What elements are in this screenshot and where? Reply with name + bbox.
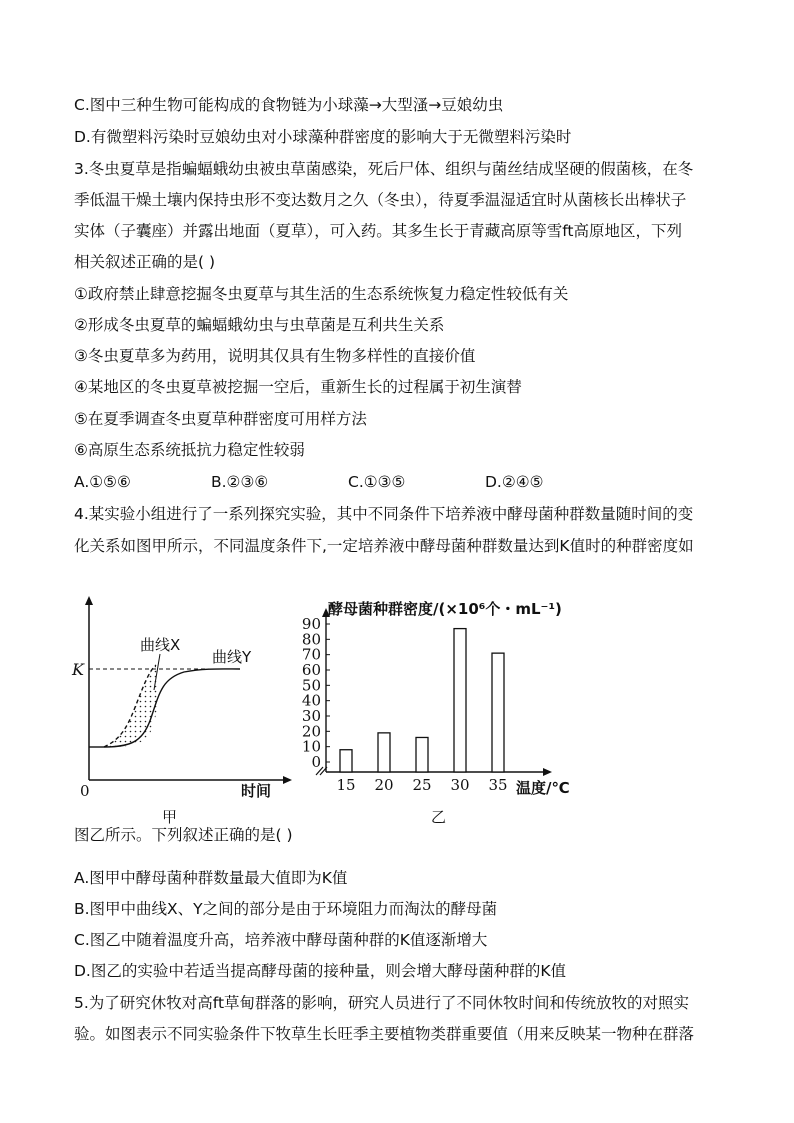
y-tick-label: 20 bbox=[301, 722, 321, 741]
q3-stem-line-3: 实体（子囊座）并露出地面（夏草），可入药。其多生长于青藏高原等雪ft高原地区，下列 bbox=[74, 222, 683, 240]
chart-title: 酵母菌种群密度/(×10⁶个・mL⁻¹) bbox=[328, 600, 562, 618]
q3-item-2: ②形成冬虫夏草的蝙蝠蛾幼虫与虫草菌是互利共生关系 bbox=[74, 316, 445, 334]
q4-stem-line-2: 化关系如图甲所示，不同温度条件下,一定培养液中酵母菌种群数量达到K值时的种群密度如 bbox=[74, 537, 694, 555]
bar bbox=[416, 737, 428, 772]
q3-stem-line-4: 相关叙述正确的是( ) bbox=[74, 253, 216, 271]
option-c-prev: C.图中三种生物可能构成的食物链为小球藻→大型溞→豆娘幼虫 bbox=[74, 96, 504, 114]
q4-stem-line-1: 4.某实验小组进行了一系列探究实验，其中不同条件下培养液中酵母菌种群数量随时间的变 bbox=[74, 505, 694, 523]
k-label: K bbox=[72, 660, 84, 679]
q5-line-1: 5.为了研究休牧对高ft草甸群落的影响，研究人员进行了不同休牧时间和传统放牧的对照实 bbox=[74, 994, 690, 1012]
q3-item-5: ⑤在夏季调查冬虫夏草种群密度可用样方法 bbox=[74, 410, 367, 428]
bar bbox=[378, 733, 390, 772]
curve-y-label: 曲线Y bbox=[212, 648, 252, 666]
y-tick-label: 70 bbox=[301, 645, 321, 664]
q3-options bbox=[74, 472, 720, 492]
y-tick-label: 60 bbox=[301, 661, 321, 679]
x-tick-label: 25 bbox=[412, 776, 432, 794]
y-tick-label: 30 bbox=[301, 707, 321, 725]
y-tick-label: 10 bbox=[301, 737, 321, 756]
bar bbox=[492, 653, 504, 772]
x-tick-label: 20 bbox=[374, 776, 394, 794]
x-tick-label: 35 bbox=[488, 776, 508, 794]
q3-option-b: B.②③⑥ bbox=[211, 473, 269, 491]
x-axis-arrow bbox=[543, 768, 552, 776]
x-tick-label: 15 bbox=[336, 776, 356, 794]
q5-line-2: 验。如图表示不同实验条件下牧草生长旺季主要植物类群重要值（用来反映某一物种在群落 bbox=[74, 1025, 695, 1043]
q4-option-d: D.图乙的实验中若适当提高酵母菌的接种量，则会增大酵母菌种群的K值 bbox=[74, 962, 567, 980]
q3-stem-line-1: 3.冬虫夏草是指蝙蝠蛾幼虫被虫草菌感染，死后尸体、组织与菌丝结成坚硬的假菌核，在冬 bbox=[74, 160, 694, 178]
q3-stem-line-2: 季低温干燥土壤内保持虫形不变达数月之久（冬虫），待夏季温湿适宜时从菌核长出棒状子 bbox=[74, 191, 687, 209]
q3-item-4: ④某地区的冬虫夏草被挖掘一空后，重新生长的过程属于初生演替 bbox=[74, 378, 522, 396]
x-tick-label: 30 bbox=[450, 776, 470, 794]
figure-jia-label: 甲 bbox=[162, 808, 178, 826]
q3-option-d: D.②④⑤ bbox=[485, 473, 544, 491]
option-d-prev: D.有微塑料污染时豆娘幼虫对小球藻种群密度的影响大于无微塑料污染时 bbox=[74, 128, 572, 146]
time-axis-label: 时间 bbox=[241, 782, 272, 800]
q3-option-c: C.①③⑤ bbox=[348, 473, 406, 491]
q3-option-a: A.①⑤⑥ bbox=[74, 473, 131, 491]
origin-label: 0 bbox=[80, 782, 90, 800]
q4-option-a: A.图甲中酵母菌种群数量最大值即为K值 bbox=[74, 869, 348, 887]
figure-yi-label: 乙 bbox=[431, 808, 447, 826]
curve-x-label: 曲线X bbox=[140, 636, 181, 654]
figure-jia bbox=[64, 590, 294, 830]
y-tick-label: 50 bbox=[301, 676, 321, 695]
figure-yi-chart bbox=[290, 590, 590, 830]
y-tick-label: 0 bbox=[311, 753, 321, 771]
y-tick-label: 80 bbox=[301, 630, 321, 649]
bar bbox=[454, 629, 466, 772]
q4-stem-end: 图乙所示。下列叙述正确的是( ) bbox=[74, 826, 293, 844]
bar bbox=[340, 750, 352, 772]
q3-item-3: ③冬虫夏草多为药用，说明其仅具有生物多样性的直接价值 bbox=[74, 347, 476, 365]
q3-item-1: ①政府禁止肆意挖掘冬虫夏草与其生活的生态系统恢复力稳定性较低有关 bbox=[74, 285, 569, 303]
y-tick-label: 90 bbox=[301, 615, 321, 633]
chart-xlabel: 温度/℃ bbox=[516, 779, 570, 797]
q4-option-c: C.图乙中随着温度升高，培养液中酵母菌种群的K值逐渐增大 bbox=[74, 931, 488, 949]
q4-option-b: B.图甲中曲线X、Y之间的部分是由于环境阻力而淘汰的酵母菌 bbox=[74, 900, 498, 918]
y-tick-label: 40 bbox=[301, 691, 321, 710]
q3-item-6: ⑥高原生态系统抵抗力稳定性较弱 bbox=[74, 441, 305, 459]
